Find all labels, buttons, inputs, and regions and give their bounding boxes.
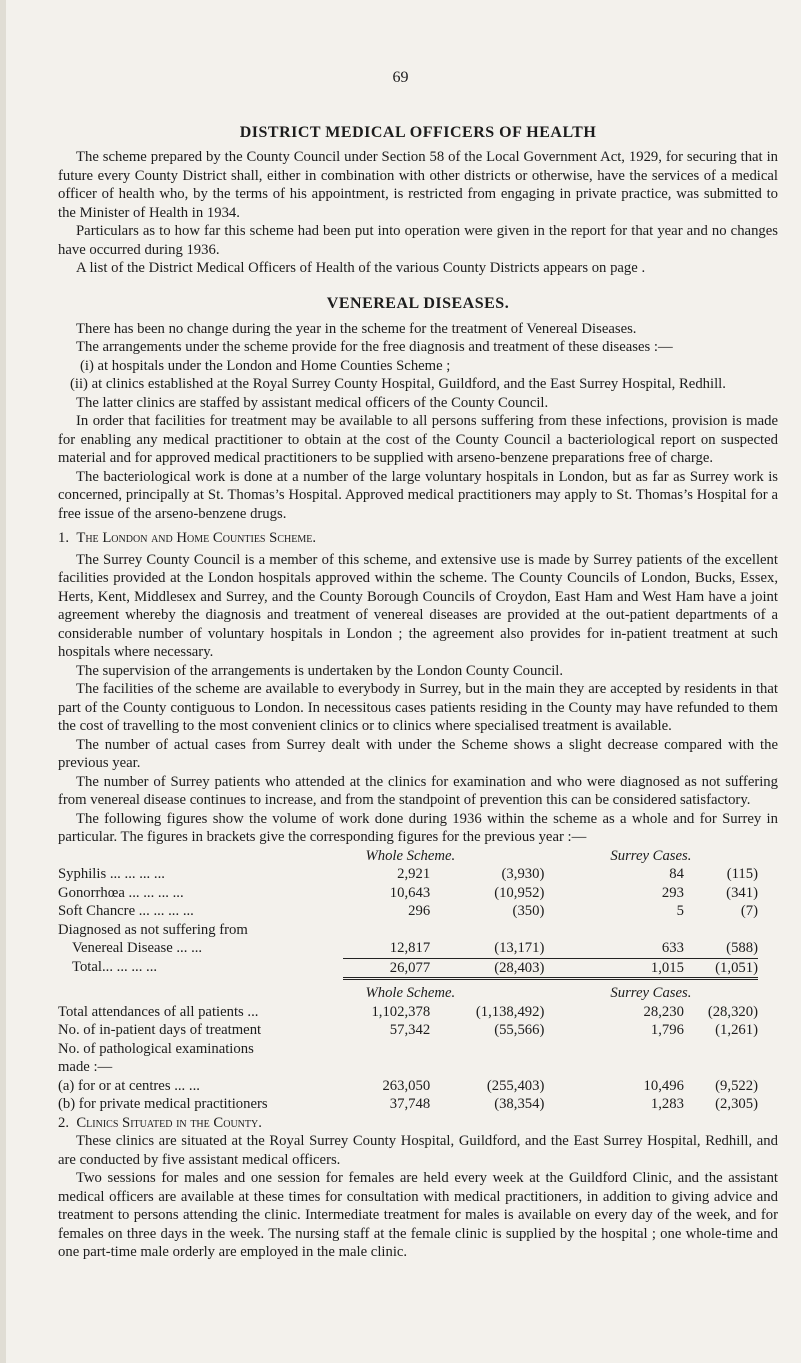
paragraph: The following figures show the volume of work done during 1936 within the scheme as a whole and for Surrey in particular. The figures in brackets give the corresponding figures for the previous year :—: [58, 810, 778, 845]
paragraph: A list of the District Medical Officers of Health of the various County Districts appears on page .: [76, 260, 646, 276]
table-cell: Total... ... ... ...: [72, 959, 158, 975]
paragraph: The arrangements under the scheme provide for the free diagnosis and treatment of these diseases :—: [76, 339, 673, 355]
paragraph: The number of Surrey patients who attended at the clinics for examination and who were diagnosed as not suffering from venereal disease continues to increase, and from the standpoint of prevention this can be considered satisfactory.: [58, 773, 778, 808]
subsection-number: 1.: [58, 530, 70, 546]
column-header-surrey-cases: Surrey Cases.: [610, 985, 692, 1001]
column-header-whole-scheme: Whole Scheme.: [365, 985, 456, 1001]
table-row: [58, 1003, 758, 1022]
paragraph: Particulars as to how far this scheme had been put into operation were given in the report for that year and no changes have occurred during 1936.: [58, 223, 778, 258]
paragraph: The bacteriological work is done at a number of the large voluntary hospitals in London, but as far as Surrey work is concerned, principally at St. Thomas’s Hospital. Approved medical practitioners may apply to St. Thomas’s Hospital for a free issue of the arseno-benzene drugs.: [58, 468, 778, 522]
paragraph: These clinics are situated at the Royal Surrey County Hospital, Guildford, and the East Surrey Hospital, Redhill, and are conducted by five assistant medical officers.: [58, 1133, 778, 1168]
table-cell: (28,403): [430, 958, 544, 979]
table-cell: 57,342: [389, 1022, 431, 1038]
list-item: (ii) at clinics established at the Royal Surrey County Hospital, Guildford, and the East Surrey Hospital, Redhill.: [70, 376, 726, 392]
table-cell: (b) for private medical practitioners: [58, 1096, 268, 1112]
table-cell: (1,051): [684, 958, 758, 979]
table-cell: 10,496: [643, 1077, 684, 1094]
table-cell: 1,102,378: [371, 1003, 431, 1020]
table-row: [58, 1021, 758, 1040]
table-cell: 1,283: [650, 1096, 684, 1112]
subsection-title: The London and Home Counties Scheme.: [76, 530, 317, 546]
table-cell: 37,748: [389, 1096, 431, 1112]
table-cell: (1,261): [715, 1022, 758, 1038]
table-row: [58, 1077, 758, 1096]
page-number: 69: [392, 69, 409, 86]
paragraph: In order that facilities for treatment may be available to all persons suffering from these infections, provision is made for enabling any medical practitioner to obtain at the cost of the County Council a bacteriological report on suspected material and for approved medical practitioners to be supplied with arseno-benzene preparations free of charge.: [58, 413, 778, 466]
table-cell: (3,930): [501, 866, 545, 882]
table-row: [58, 902, 758, 921]
document-page: [58, 70, 778, 1262]
table-cell: 296: [408, 903, 431, 919]
table-row: [58, 884, 758, 903]
table-cell: Diagnosed as not suffering from: [58, 921, 248, 938]
table-cell: Total attendances of all patients ...: [58, 1003, 259, 1020]
paragraph: The supervision of the arrangements is undertaken by the London County Council.: [76, 662, 564, 679]
table-cell: (115): [726, 866, 758, 882]
paragraph: The number of actual cases from Surrey dealt with under the Scheme shows a slight decrease compared with the previous year.: [58, 736, 778, 771]
table-cell: (588): [726, 940, 758, 956]
table-cell: 10,643: [389, 884, 431, 901]
subsection-number: 2.: [58, 1114, 70, 1131]
list-item: (i) at hospitals under the London and Home Counties Scheme ;: [80, 357, 451, 374]
table-cell: 84: [669, 866, 684, 882]
table-cell: (a) for or at centres ... ...: [58, 1077, 200, 1094]
table-cell: 28,230: [643, 1003, 684, 1020]
table-cell: 1,796: [650, 1022, 684, 1038]
subsection-heading-2: [58, 1114, 778, 1133]
column-header-whole-scheme: Whole Scheme.: [365, 847, 456, 864]
table-cell: (2,305): [715, 1096, 758, 1112]
table-attendances: [58, 984, 758, 1114]
table-cell: 26,077: [343, 958, 430, 979]
table-cell: Gonorrhœa ... ... ... ...: [58, 884, 184, 901]
table-cell: 12,817: [389, 940, 431, 956]
subsection-title: Clinics Situated in the County.: [76, 1114, 262, 1131]
paragraph: The Surrey County Council is a member of this scheme, and extensive use is made by Surrey patients of the excellent facilities provided at the London hospitals approved within the scheme. The County Councils of London, Bucks, Essex, Herts, Kent, Middlesex and Surrey, and the County Borough Councils of Croydon, East Ham and West Ham have a joint agreement whereby the diagnosis and treatment of venereal diseases are provided at the out-patient departments of a considerable number of voluntary hospitals in London ; the agreement also provides for in-patient treatment at such hospitals where necessary.: [58, 551, 778, 660]
table-row: [58, 921, 758, 940]
table-cell: Syphilis ... ... ... ...: [58, 866, 165, 882]
paragraph: Two sessions for males and one session for females are held every week at the Guildford Clinic, and the assistant medical officers are available at these times for consultation with medical practitioners, in addition to giving advice and treatment to persons attending the clinic. Intermediate treatment for males is available on every day of the week, and for females on three days in the week. The nursing staff at the female clinic is supplied by the hospital ; one whole-time and one part-time male orderly are employed in the male clinic.: [58, 1170, 778, 1260]
table-total-row: [58, 958, 758, 979]
table-cell: Soft Chancre ... ... ... ...: [58, 903, 194, 919]
table-row: [58, 865, 758, 884]
table-cell: (55,566): [494, 1022, 545, 1038]
table-cell: 5: [676, 903, 684, 919]
heading-venereal-diseases: VENEREAL DISEASES.: [326, 294, 510, 312]
table-cell: No. of in-patient days of treatment: [58, 1022, 262, 1038]
paragraph: There has been no change during the year in the scheme for the treatment of Venereal Diseases.: [76, 320, 637, 337]
table-row: [58, 939, 758, 958]
page-edge-shadow: [0, 0, 6, 1363]
paragraph: The facilities of the scheme are available to everybody in Surrey, but in the main they are accepted by residents in that part of the County contiguous to London. In necessitous cases patients residing in the County may have refunded to them the cost of travelling to the most convenient clinics or to clinics where specialised treatment is available.: [58, 681, 778, 734]
table-cell: (350): [512, 903, 545, 919]
table-cell: (255,403): [486, 1077, 545, 1094]
table-row: [58, 1095, 758, 1114]
table-cell: 2,921: [397, 866, 431, 882]
table-cell: 263,050: [382, 1077, 431, 1094]
table-cell: No. of pathological examinations: [58, 1040, 254, 1057]
paragraph: The latter clinics are staffed by assistant medical officers of the County Council.: [76, 394, 549, 411]
table-cell: (28,320): [707, 1003, 758, 1020]
table-cell: (341): [726, 884, 758, 901]
table-cell: (13,171): [494, 940, 545, 956]
table-cell: (38,354): [494, 1096, 545, 1112]
table-cell: Venereal Disease ... ...: [72, 940, 203, 956]
table-row: [58, 1058, 758, 1077]
subsection-heading-1: [58, 529, 778, 548]
table-cell: 1,015: [544, 958, 684, 979]
column-header-surrey-cases: Surrey Cases.: [610, 847, 692, 864]
table-cases: [58, 847, 758, 981]
table-row: [58, 1040, 758, 1059]
table-cell: (7): [740, 903, 758, 919]
table-cell: (1,138,492): [475, 1003, 545, 1020]
table-cell: made :—: [58, 1059, 113, 1075]
table-cell: 633: [661, 940, 684, 956]
table-cell: (10,952): [494, 884, 545, 901]
table-cell: 293: [661, 884, 684, 901]
heading-district-medical-officers: DISTRICT MEDICAL OFFICERS OF HEALTH: [239, 124, 597, 141]
table-cell: (9,522): [715, 1077, 758, 1094]
paragraph: The scheme prepared by the County Council under Section 58 of the Local Government Act, 1929, for securing that in future every County District shall, either in combination with other districts or otherwise, have the services of a medical officer of health who, by the terms of his appointment, is restricted from engaging in private practice, was submitted to the Minister of Health in 1934.: [58, 149, 778, 221]
